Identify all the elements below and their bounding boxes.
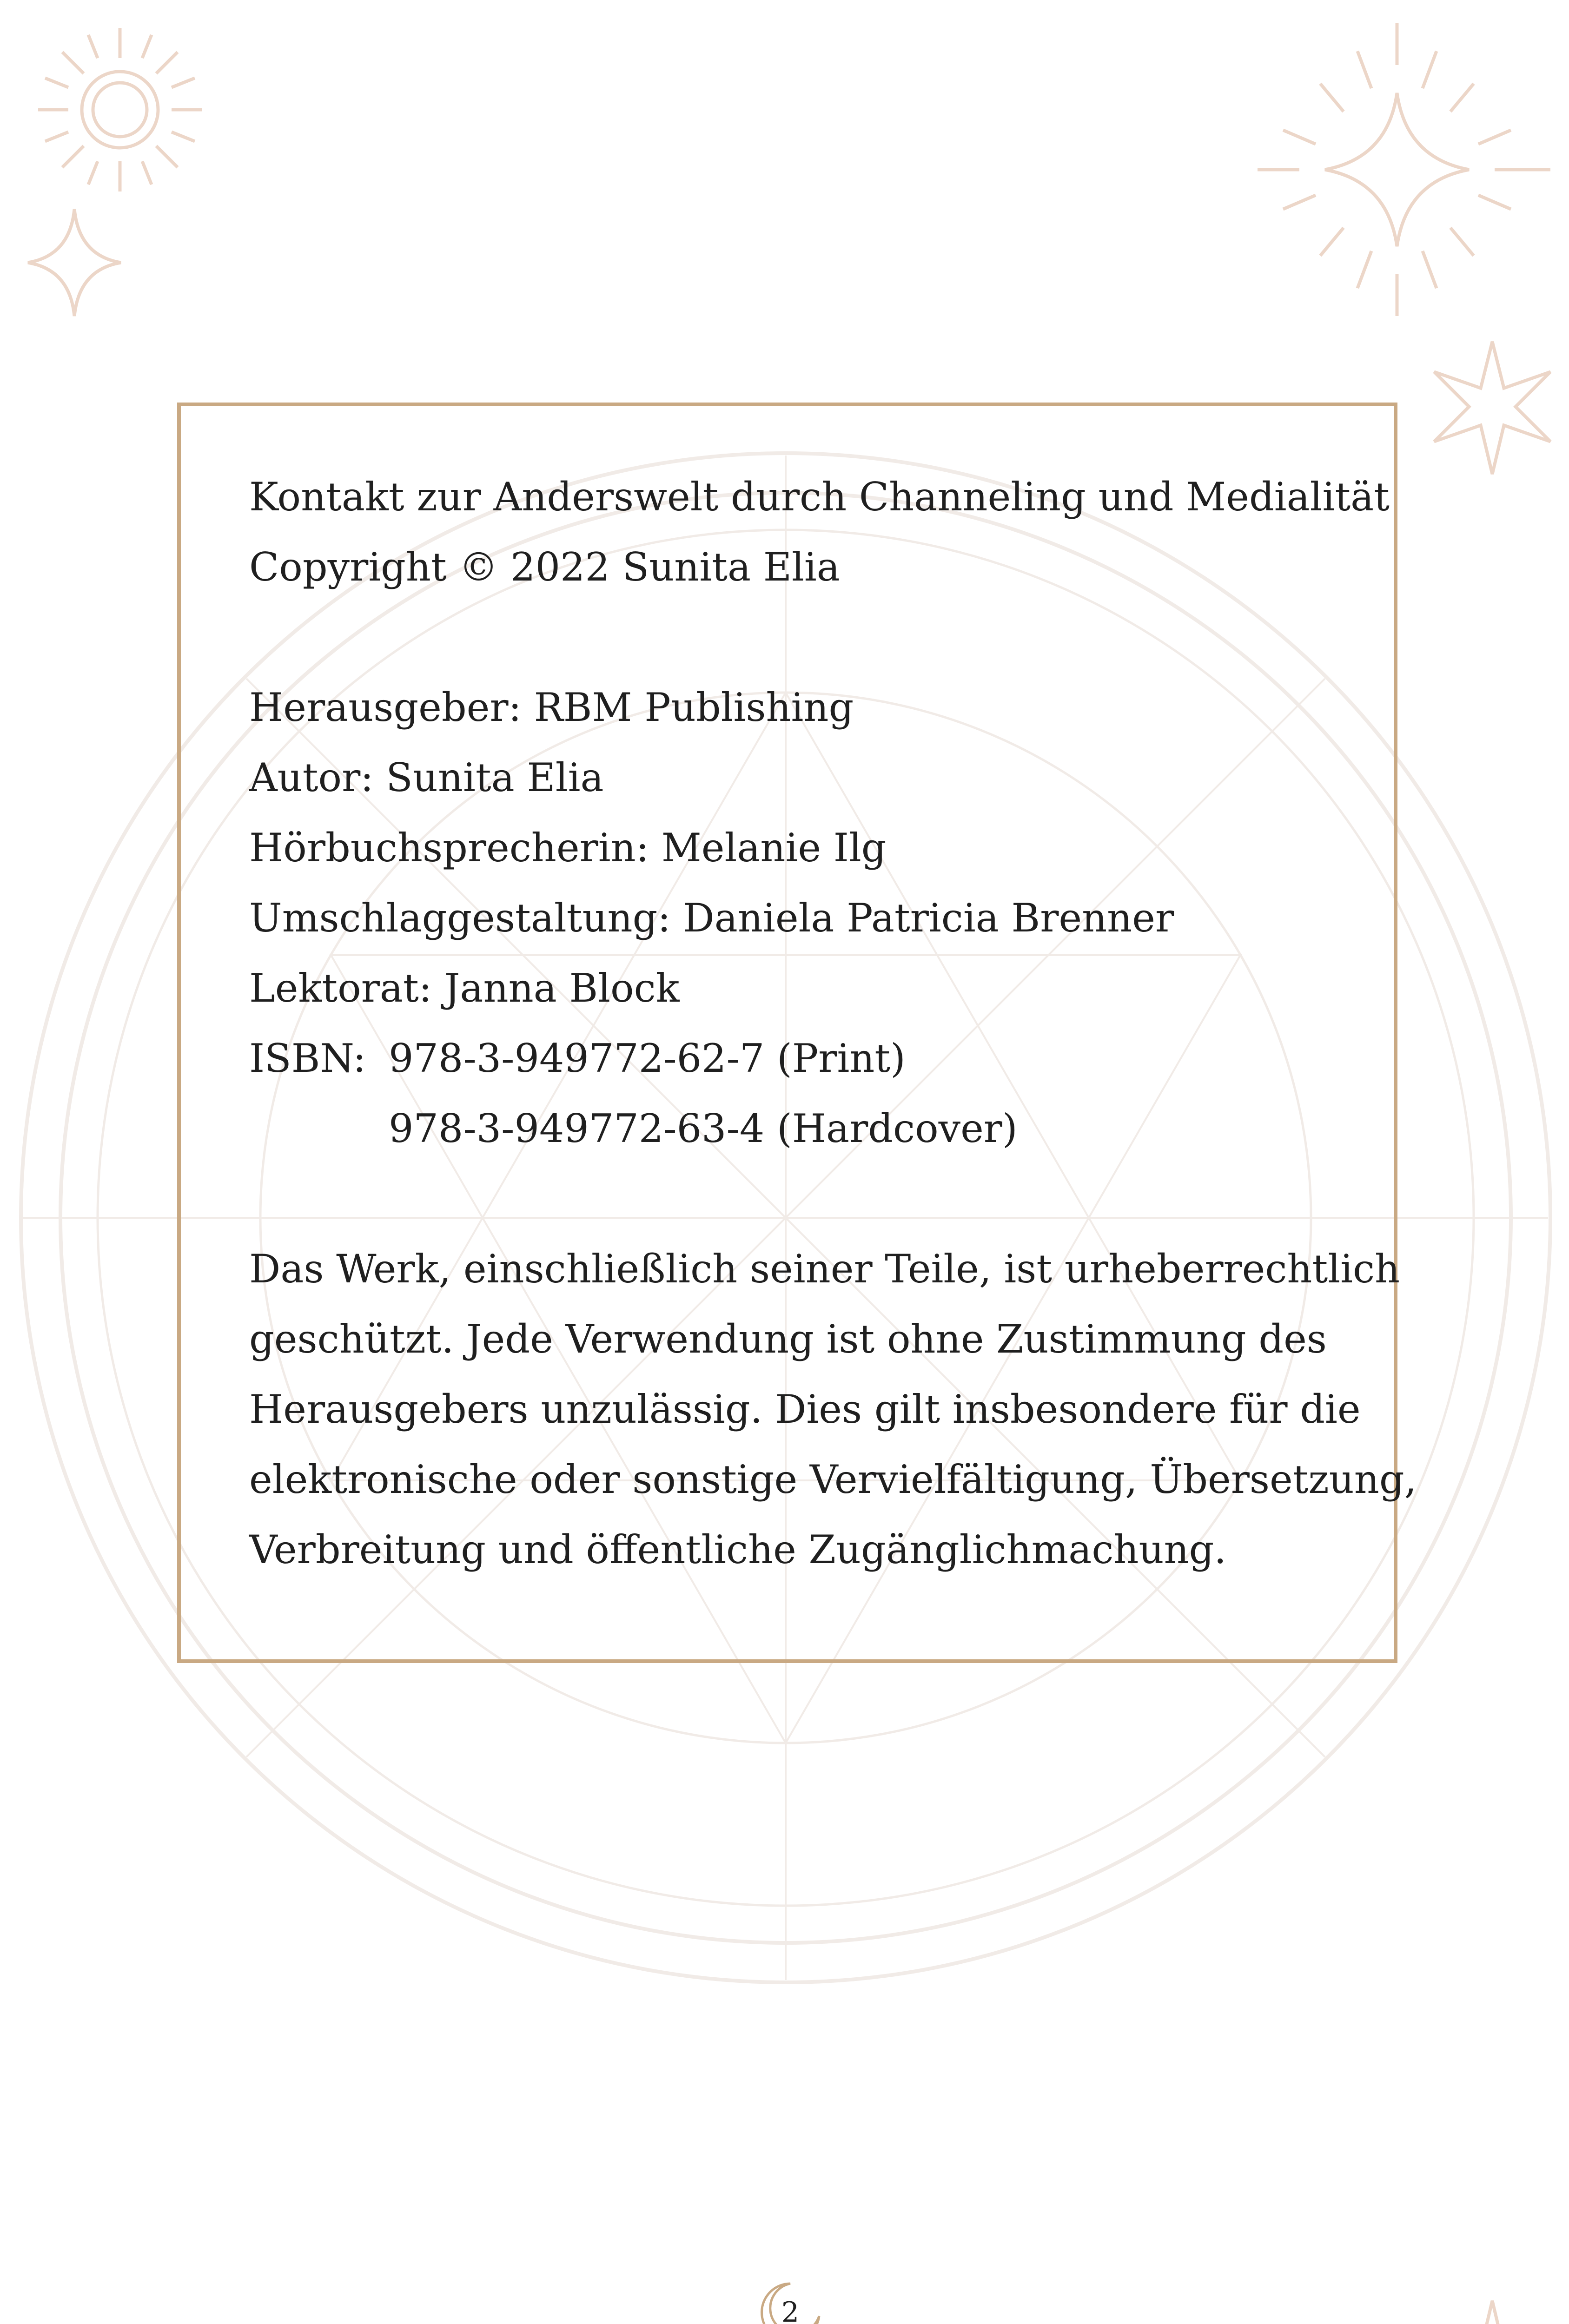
isbn-row-hardcover — [249, 1094, 1338, 1164]
isbn-row-print — [249, 1023, 1338, 1094]
sparkle-icon — [28, 209, 121, 316]
legal-line: Das Werk, einschließlich seiner Teile, ist urheberrechtlich — [249, 1246, 1400, 1292]
page-number-badge — [758, 2280, 823, 2324]
radiant-star-icon — [1258, 23, 1550, 316]
legal-line: Verbreitung und öffentliche Zugänglichmachung. — [249, 1527, 1227, 1572]
six-point-star-icon-bottom — [1434, 2301, 1550, 2324]
imprint-content — [249, 462, 1417, 1585]
spacer — [249, 1164, 1338, 1234]
editing-line: Lektorat: Janna Block — [249, 965, 680, 1011]
legal-line: Herausgebers unzulässig. Dies gilt insbesondere für die — [249, 1386, 1361, 1432]
publisher-line: Herausgeber: RBM Publishing — [249, 685, 854, 730]
legal-line: elektronische oder sonstige Vervielfältigung, Übersetzung, — [249, 1457, 1417, 1502]
narrator-line: Hörbuchsprecherin: Melanie Ilg — [249, 825, 887, 871]
cover-design-line: Umschlaggestaltung: Daniela Patricia Brenner — [249, 895, 1174, 941]
six-point-star-icon — [1434, 342, 1550, 474]
isbn-print: 978-3-949772-62-7 (Print) — [389, 1036, 906, 1081]
page-number: 2 — [781, 2296, 800, 2324]
book-title: Kontakt zur Anderswelt durch Channeling und Medialität — [249, 474, 1390, 520]
isbn-hardcover: 978-3-949772-63-4 (Hardcover) — [389, 1106, 1018, 1151]
copyright-line: Copyright © 2022 Sunita Elia — [249, 544, 840, 590]
isbn-label-spacer — [249, 1094, 389, 1164]
author-line: Autor: Sunita Elia — [249, 755, 604, 800]
sun-icon — [38, 28, 202, 191]
spacer — [249, 602, 1338, 673]
isbn-label: ISBN: — [249, 1036, 366, 1081]
imprint-frame — [177, 403, 1417, 1663]
legal-line: geschützt. Jede Verwendung ist ohne Zustimmung des — [249, 1316, 1327, 1362]
